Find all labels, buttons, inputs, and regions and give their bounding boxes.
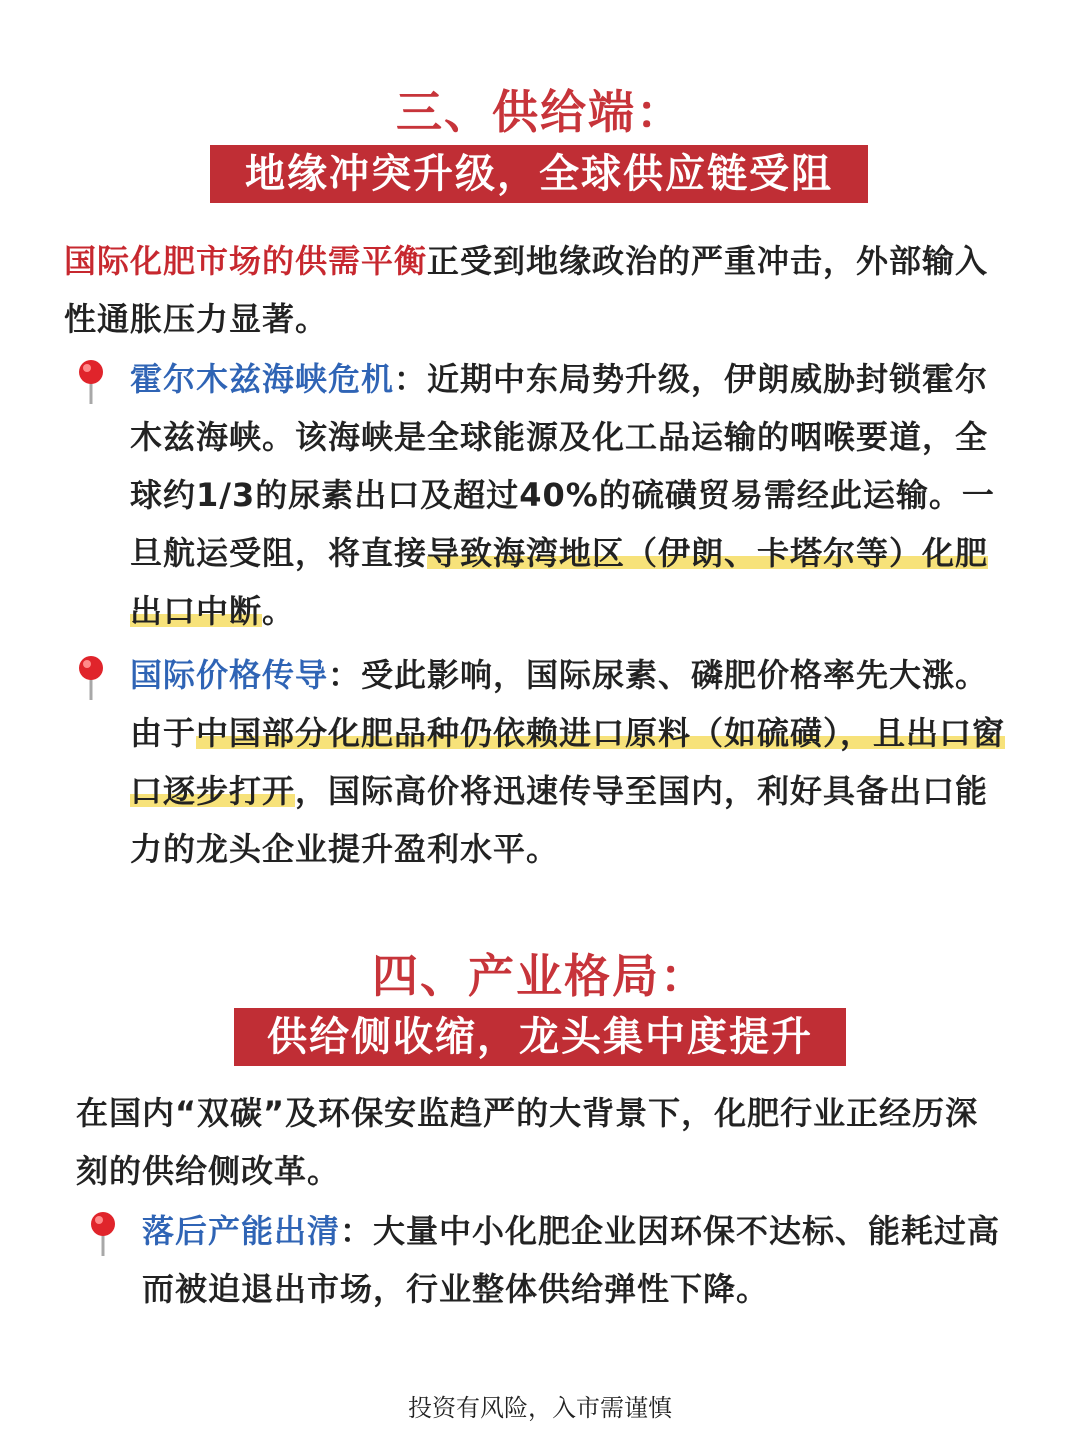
bullet-text: ：大量中小化肥企业因环保不达标、能耗过高而被迫退出市场，行业整体供给弹性下降。 [142, 1212, 1001, 1308]
section3-intro [64, 232, 1004, 348]
intro-rest: 正受到地缘政治的严重冲击，外部输入性通胀压力显著。 [64, 242, 989, 338]
footer-disclaimer: 投资有风险，入市需谨慎 [408, 1394, 672, 1422]
bullet-highlight: 中国部分化肥品种仍依赖进口原料（如硫磺），且出口窗口逐步打开 [130, 714, 1006, 810]
bullet-text-end: 。 [262, 592, 296, 630]
pushpin-icon [76, 654, 106, 702]
pushpin-icon [76, 358, 106, 406]
bullet-label: 落后产能出清 [142, 1212, 341, 1250]
section3-banner: 地缘冲突升级，全球供应链受阻 [210, 145, 868, 203]
bullet-hormuz [130, 350, 1006, 640]
intro-highlight: 国际化肥市场的供需平衡 [64, 242, 428, 280]
bullet-highlight: 导致海湾地区（伊朗、卡塔尔等）化肥出口中断 [130, 534, 989, 630]
pushpin-icon [88, 1210, 118, 1258]
bullet-capacity [142, 1202, 1006, 1318]
section4-title: 四、产业格局： [372, 949, 708, 1003]
bullet-text: ：近期中东局势升级，伊朗威胁封锁霍尔木兹海峡。该海峡是全球能源及化工品运输的咽喉要道，全球约1/3的尿素出口及超过40%的硫磺贸易需经此运输。一旦航运受阻，将直接 [130, 360, 995, 572]
bullet-label: 霍尔木兹海峡危机 [130, 360, 395, 398]
bullet-price [130, 646, 1006, 878]
section4-banner: 供给侧收缩，龙头集中度提升 [234, 1008, 846, 1066]
bullet-text: ：受此影响，国际尿素、磷肥价格率先大涨。由于 [130, 656, 989, 752]
section3-title: 三、供给端： [396, 85, 684, 139]
bullet-label: 国际价格传导 [130, 656, 329, 694]
bullet-text-end: ，国际高价将迅速传导至国内，利好具备出口能力的龙头企业提升盈利水平。 [130, 772, 989, 868]
section4-intro: 在国内“双碳”及环保安监趋严的大背景下，化肥行业正经历深刻的供给侧改革。 [76, 1094, 979, 1190]
